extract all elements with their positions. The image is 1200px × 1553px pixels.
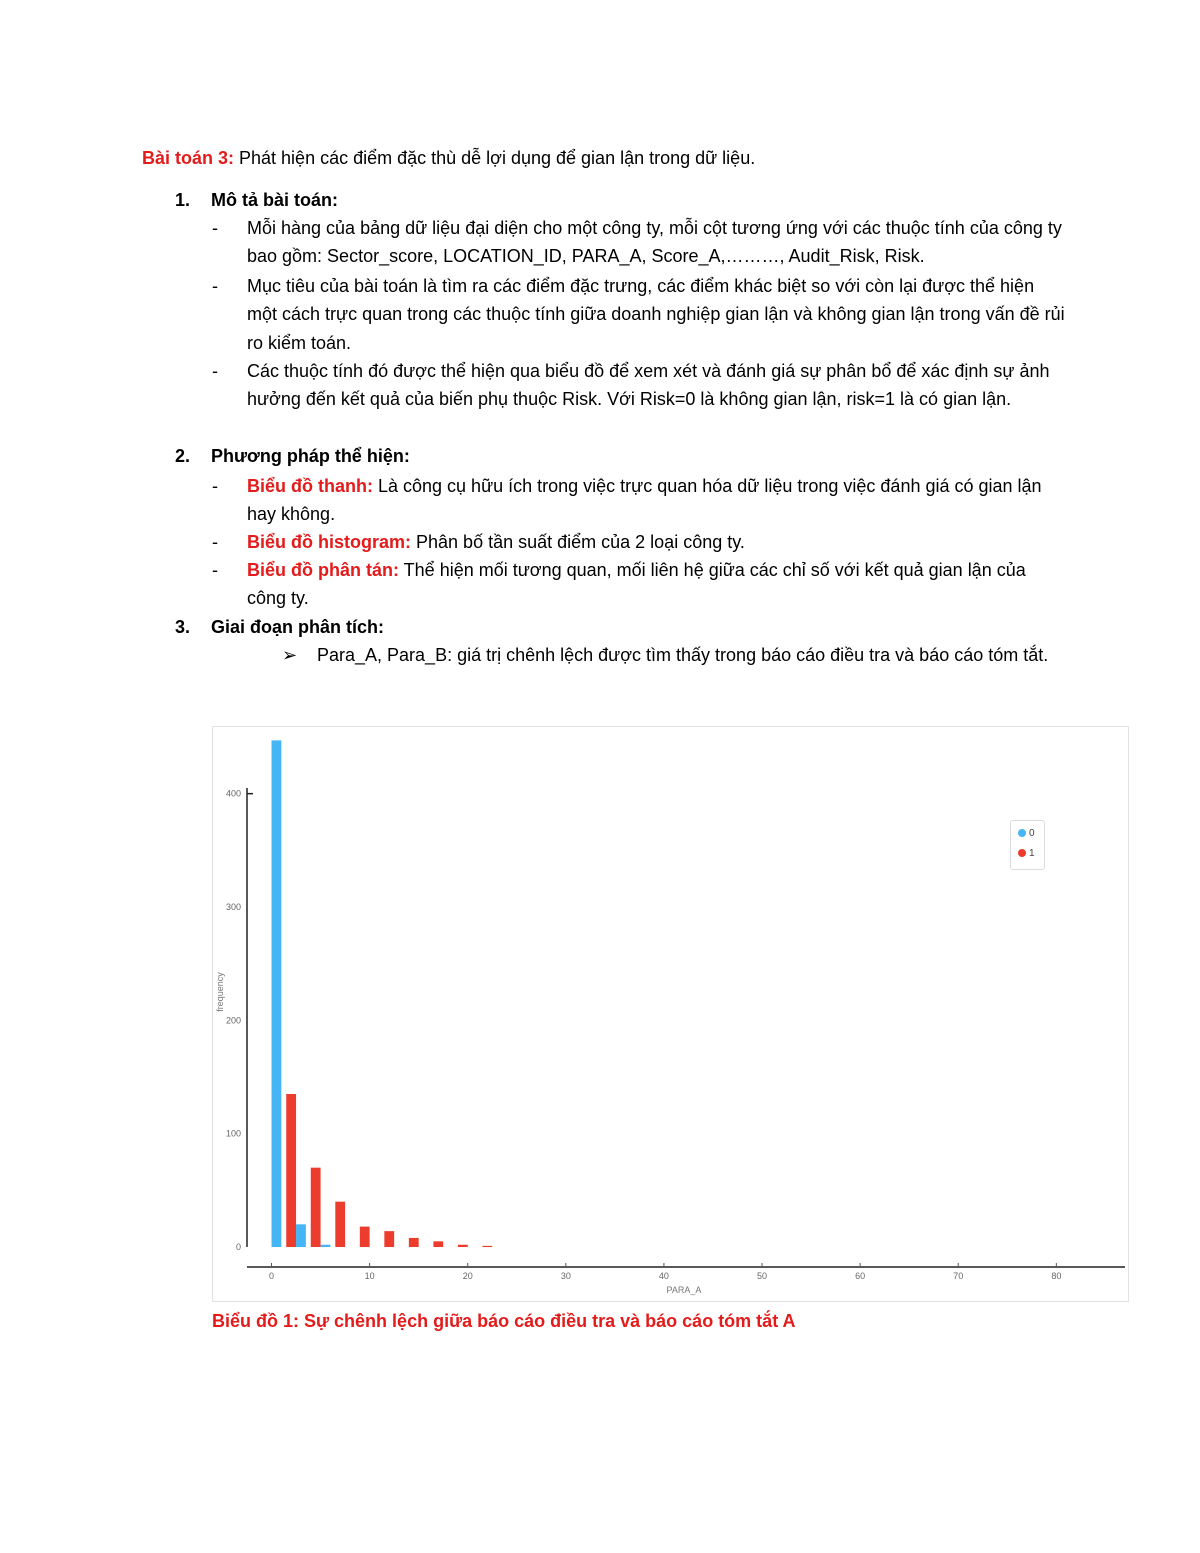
- x-axis-label: PARA_A: [666, 1285, 702, 1295]
- problem-label: Bài toán 3:: [142, 148, 235, 168]
- bar-series-1: [433, 1241, 443, 1247]
- legend-swatch: [1018, 829, 1026, 837]
- bullet-label: Biểu đồ histogram:: [247, 532, 412, 552]
- x-tick-label: 0: [269, 1271, 275, 1281]
- bullet-dash: -: [212, 218, 218, 238]
- arrow-item-text: Para_A, Para_B: giá trị chênh lệch được tìm thấy trong báo cáo điều tra và báo cáo tóm tắt.: [317, 645, 1049, 665]
- bullet-body: Phân bố tần suất điểm của 2 loại công ty.: [411, 532, 745, 552]
- bullet-dash: -: [212, 560, 218, 580]
- y-tick-label: 400: [225, 788, 241, 799]
- bullet-body: Là công cụ hữu ích trong việc trực quan hóa dữ liệu trong việc đánh giá có gian lận hay không.: [247, 476, 1042, 525]
- section-number: 3.: [175, 617, 191, 637]
- x-tick-label: 40: [658, 1271, 669, 1281]
- legend-label: 1: [1029, 848, 1035, 859]
- x-tick-label: 60: [855, 1271, 866, 1281]
- bar-series-1: [384, 1231, 394, 1247]
- y-tick-label: 100: [225, 1128, 241, 1139]
- bullet-text: [247, 528, 1067, 556]
- bullet-label: Biểu đồ phân tán:: [247, 560, 399, 580]
- section-3-heading: [175, 613, 384, 641]
- section-title: Phương pháp thể hiện:: [211, 446, 410, 466]
- bar-series-1: [335, 1202, 345, 1247]
- x-tick-label: 80: [1051, 1271, 1062, 1281]
- problem-text: Phát hiện các điểm đặc thù dễ lợi dụng để gian lận trong dữ liệu.: [234, 148, 756, 168]
- bullet-text: Mỗi hàng của bảng dữ liệu đại diện cho một công ty, mỗi cột tương ứng với các thuộc tính của công ty bao gồm: Sector_score, LOCATION_ID, PARA_A, Score_A,………, Audit_Risk, Risk.: [247, 218, 1062, 267]
- section-title: Mô tả bài toán:: [211, 190, 338, 210]
- bullet-text: Các thuộc tính đó được thể hiện qua biểu đồ để xem xét và đánh giá sự phân bổ để xác định sự ảnh hưởng đến kết quả của biến phụ thuộc Risk. Với Risk=0 là không gian lận, risk=1 là có gian lận.: [247, 361, 1050, 410]
- y-tick-label: 0: [235, 1242, 241, 1252]
- x-tick-label: 20: [462, 1271, 473, 1281]
- x-tick-label: 10: [364, 1271, 375, 1281]
- bullet-dash: -: [212, 361, 218, 381]
- legend-swatch: [1018, 849, 1026, 857]
- section-number: 1.: [175, 190, 191, 210]
- x-tick-label: 70: [953, 1271, 964, 1281]
- bar-series-0: [272, 740, 282, 1247]
- caption-text: Biểu đồ 1: Sự chênh lệch giữa báo cáo điều tra và báo cáo tóm tắt A: [212, 1311, 796, 1331]
- bar-series-1: [360, 1227, 370, 1247]
- histogram-chart: [212, 726, 1129, 1302]
- legend-item-1: [1018, 847, 1035, 861]
- bar-series-1: [311, 1168, 321, 1247]
- y-tick-label: 200: [225, 1015, 241, 1026]
- bar-series-1: [458, 1245, 468, 1247]
- bullet-body: Thể hiện mối tương quan, mối liên hệ giữa các chỉ số với kết quả gian lận của công ty.: [247, 560, 1026, 609]
- bar-series-1: [409, 1238, 419, 1247]
- chart-canvas: [213, 727, 1128, 1301]
- x-tick-label: 50: [757, 1271, 768, 1281]
- section-1-heading: [175, 186, 338, 214]
- legend-label: 0: [1029, 828, 1035, 839]
- chart-caption: [212, 1307, 796, 1335]
- section-2-heading: [175, 442, 410, 470]
- legend-item-0: [1018, 827, 1035, 841]
- section-number: 2.: [175, 446, 191, 466]
- bullet-dash: -: [212, 476, 218, 496]
- bar-series-0: [321, 1245, 331, 1247]
- bullet-dash: -: [212, 276, 218, 296]
- section-title: Giai đoạn phân tích:: [211, 617, 385, 637]
- bullet-text: [247, 556, 1067, 613]
- y-axis-label: frequency: [215, 972, 225, 1012]
- bar-series-0: [296, 1224, 306, 1247]
- bar-series-1: [286, 1094, 296, 1247]
- bullet-text: Mục tiêu của bài toán là tìm ra các điểm đặc trưng, các điểm khác biệt so với còn lại được thể hiện một cách trực quan trong các thuộc tính giữa doanh nghiệp gian lận và không gian lận trong vấn đề rủi ro kiểm toán.: [247, 276, 1065, 353]
- bullet-label: Biểu đồ thanh:: [247, 476, 373, 496]
- chart-legend: [1010, 820, 1045, 870]
- x-tick-label: 30: [560, 1271, 571, 1281]
- bullet-dash: -: [212, 532, 218, 552]
- bullet-text: [247, 472, 1067, 529]
- bar-series-1: [482, 1246, 492, 1247]
- arrow-bullet-icon: ➢: [282, 645, 298, 665]
- problem-title: [142, 144, 755, 172]
- y-tick-label: 300: [225, 902, 241, 912]
